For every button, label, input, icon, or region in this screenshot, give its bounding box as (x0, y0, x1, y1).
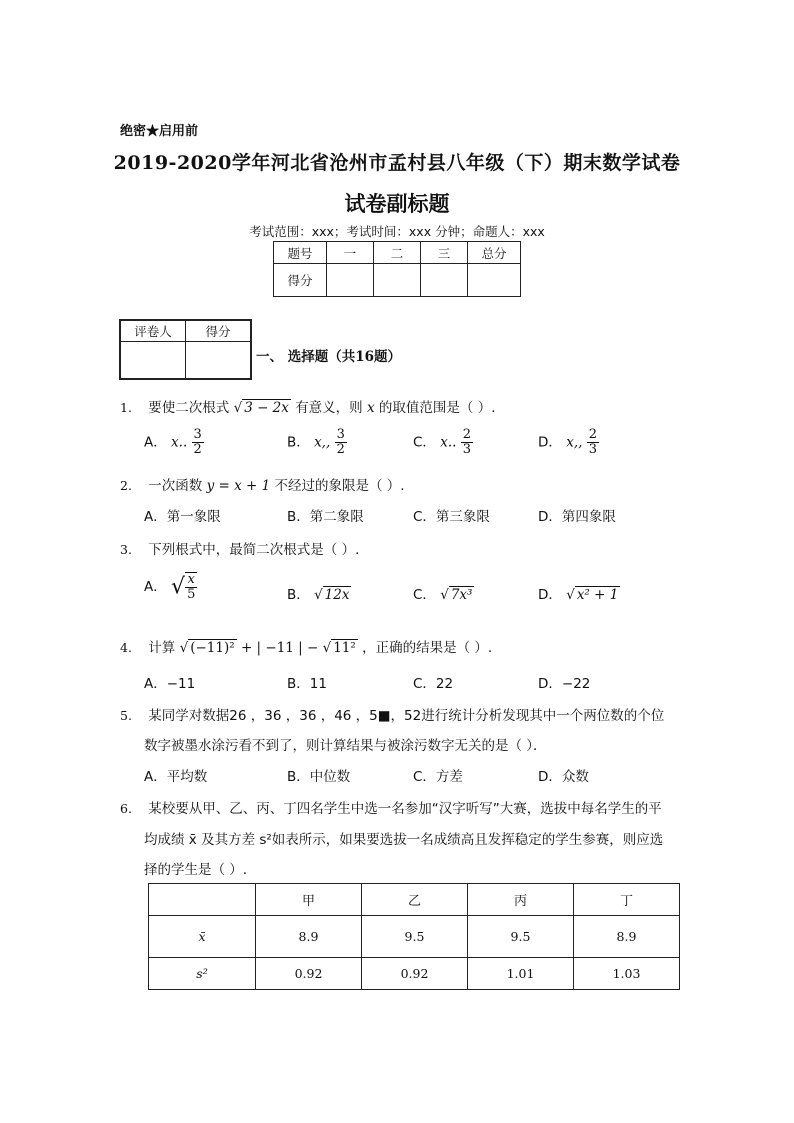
score-table (273, 241, 521, 297)
student-scores-table (148, 883, 680, 990)
question-number: 1. (120, 400, 132, 415)
denominator: 3 (588, 442, 597, 457)
score-cell (421, 264, 468, 297)
question-text: 择的学生是（ ）. (144, 862, 248, 878)
table-header-cell: 丁 (574, 884, 680, 916)
table-header-cell (149, 884, 256, 916)
option-c: C．第三象限 (413, 509, 490, 525)
option-label: A． (144, 434, 167, 451)
score-header-cell: 一 (327, 242, 374, 264)
grader-cell (120, 341, 186, 379)
fraction (461, 428, 473, 457)
question-number: 5. (120, 708, 132, 723)
question-text: 某校要从甲、乙、丙、丁四名学生中选一名参加“汉字听写”大赛，选拔中每名学生的平 (148, 801, 662, 817)
option-relation: x,, (314, 434, 331, 451)
score-header-cell: 题号 (274, 242, 327, 264)
fraction (185, 572, 197, 602)
numerator: 2 (462, 427, 472, 442)
numerator: 2 (588, 427, 597, 442)
score-header-cell: 二 (374, 242, 421, 264)
option-label: B． (287, 434, 310, 451)
option-label: C． (413, 434, 436, 451)
question-text: 要使二次根式 (148, 400, 230, 416)
option-b (287, 583, 351, 603)
fraction (192, 428, 204, 457)
option-relation: x.. (440, 434, 457, 451)
option-b: B．中位数 (287, 769, 351, 785)
question-number: 4. (120, 640, 132, 655)
score-cell (327, 264, 374, 297)
numerator: x (185, 573, 197, 588)
option-label: A． (144, 579, 167, 595)
sqrt-expression: √ 3 − 2x (233, 400, 289, 416)
option-label: B． (287, 587, 310, 603)
score-header-cell: 三 (421, 242, 468, 264)
question-number: 2. (120, 478, 132, 493)
table-cell: 1.01 (468, 958, 574, 990)
table-header-cell: 乙 (362, 884, 468, 916)
option-c (413, 583, 474, 603)
option-d: D．−22 (538, 676, 591, 692)
question-text: 计算 (148, 640, 176, 656)
fraction (587, 428, 599, 457)
question-text: 下列根式中，最简二次根式是（ ）. (148, 542, 360, 558)
section-heading: 一、 选择题（共16题） (256, 349, 401, 365)
radicand: 11² (333, 640, 356, 656)
math-expression: y = x + 1 (206, 478, 271, 494)
question-text: 数字被墨水涂污看不到了，则计算结果与被涂污数字无关的是（ ）． (144, 738, 547, 754)
question-5 (120, 704, 664, 724)
question-number: 6. (120, 801, 132, 816)
table-cell: 1.03 (574, 958, 680, 990)
grader-header-cell: 评卷人 (120, 320, 186, 341)
table-row (149, 958, 680, 990)
score-cell (468, 264, 521, 297)
option-label: D． (538, 434, 562, 451)
option-c (413, 428, 473, 457)
table-cell: 0.92 (362, 958, 468, 990)
denominator: 2 (193, 442, 202, 457)
grader-table (119, 319, 252, 380)
numerator: 3 (336, 427, 345, 442)
math-var: x (366, 400, 375, 416)
question-3 (120, 538, 359, 558)
table-cell: 9.5 (468, 916, 574, 958)
question-text: 某同学对数据26 ，36 ，36 ，46 ，5■，52进行统计分析发现其中一个两位数的个位 (148, 708, 665, 724)
table-cell: 8.9 (256, 916, 362, 958)
option-d (538, 583, 620, 603)
denominator: 5 (187, 587, 196, 602)
sqrt-expression: √ 12x (314, 587, 350, 603)
grader-header-cell: 得分 (186, 320, 252, 341)
radicand: 12x (324, 587, 350, 603)
exam-subtitle: 试卷副标题 (344, 191, 450, 216)
option-d: D．众数 (538, 769, 589, 785)
option-label: C． (413, 587, 436, 603)
question-2 (120, 474, 405, 494)
question-text: 一次函数 (148, 478, 203, 494)
math-expression: + | −11 | − (240, 640, 319, 656)
confidential-label: 绝密★启用前 (120, 124, 199, 139)
table-header-cell: 丙 (468, 884, 574, 916)
radicand: 3 − 2x (244, 400, 289, 416)
radicand: x² + 1 (576, 587, 619, 603)
table-cell: 8.9 (574, 916, 680, 958)
question-number: 3. (120, 542, 132, 557)
option-a: A．平均数 (144, 769, 208, 785)
sqrt-expression: √ 7x³ (440, 587, 473, 603)
option-a: A．−11 (144, 676, 196, 692)
radicand: 7x³ (450, 587, 473, 603)
numerator: 3 (193, 427, 202, 442)
option-b: B．11 (287, 676, 327, 692)
question-6 (120, 797, 662, 817)
question-text: 的取值范围是（ ）. (378, 400, 496, 416)
question-4 (120, 636, 492, 656)
denominator: 3 (462, 442, 472, 457)
option-d (538, 428, 599, 457)
score-header-cell: 总分 (468, 242, 521, 264)
option-relation: x,, (566, 434, 583, 451)
exam-title: 2019-2020学年河北省沧州市孟村县八年级（下）期末数学试卷 (113, 152, 681, 174)
sqrt-icon: √ (171, 574, 186, 600)
denominator: 2 (336, 442, 345, 457)
option-a: A．第一象限 (144, 509, 221, 525)
table-header-cell: 甲 (256, 884, 362, 916)
option-c: C．22 (413, 676, 454, 692)
option-a (144, 428, 204, 457)
question-text: 均成绩 x̄ 及其方差 s²如表所示，如果要选拔一名成绩高且发挥稳定的学生参赛，则应选 (144, 832, 664, 848)
question-1 (120, 396, 496, 416)
row-label: x̄ (149, 916, 256, 958)
question-text: 不经过的象限是（ ）. (274, 478, 405, 494)
option-a (144, 572, 197, 602)
sqrt-expression: √ 11² (322, 640, 356, 656)
table-cell: 9.5 (362, 916, 468, 958)
radicand: (−11)² (190, 640, 235, 656)
question-text: 有意义，则 (295, 400, 363, 416)
option-d: D．第四象限 (538, 509, 616, 525)
grader-cell (186, 341, 252, 379)
option-c: C．方差 (413, 769, 463, 785)
table-cell: 0.92 (256, 958, 362, 990)
fraction (335, 428, 347, 457)
score-cell (374, 264, 421, 297)
option-b (287, 428, 347, 457)
score-row-label: 得分 (274, 264, 327, 297)
row-label: s² (149, 958, 256, 990)
option-relation: x.. (171, 434, 188, 451)
table-row (149, 916, 680, 958)
sqrt-expression: √ x² + 1 (566, 587, 619, 603)
option-b: B．第二象限 (287, 509, 364, 525)
question-text: ，正确的结果是（ ）. (362, 640, 493, 656)
sqrt-expression: √ (−11)² (179, 640, 235, 656)
option-label: D． (538, 587, 562, 603)
exam-info: 考试范围：xxx；考试时间：xxx 分钟；命题人：xxx (249, 224, 545, 239)
